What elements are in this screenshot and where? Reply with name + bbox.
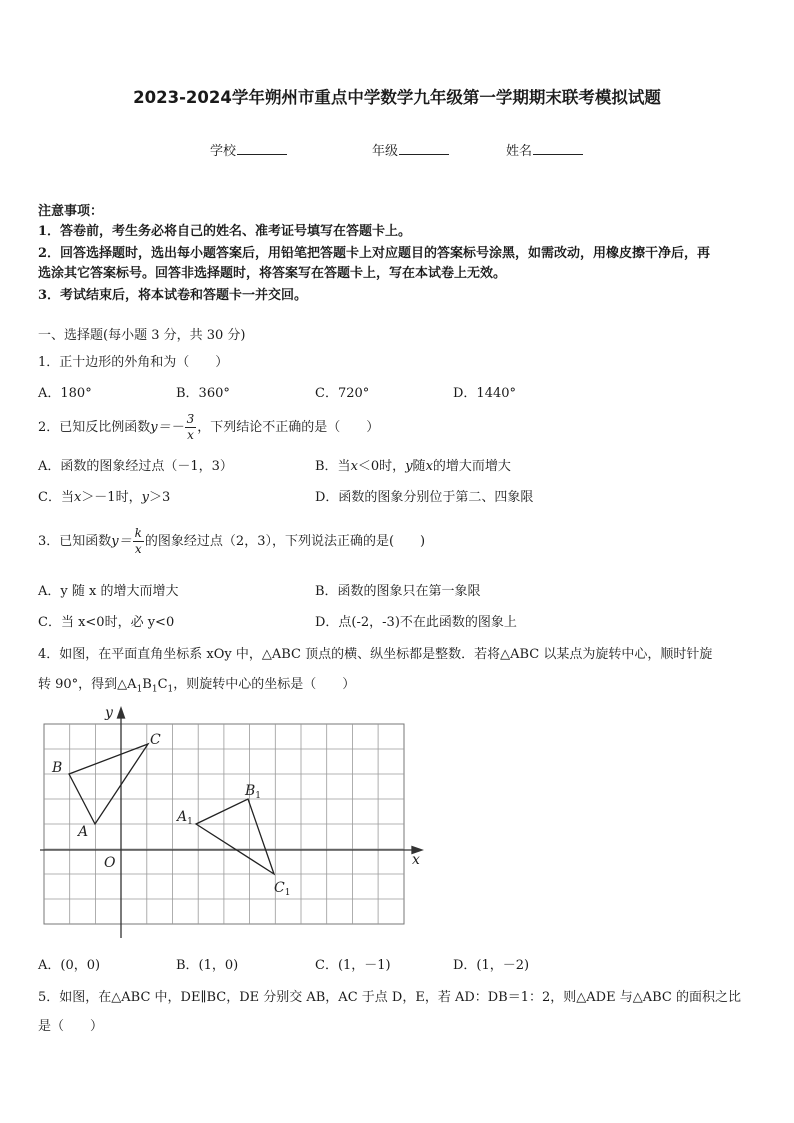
page-title: 2023-2024学年朔州市重点中学数学九年级第一学期期末联考模拟试题 bbox=[133, 88, 661, 107]
vertex-c-label: C bbox=[150, 732, 161, 748]
triangle-abc-shape bbox=[69, 744, 148, 824]
notes-heading: 注意事项： bbox=[38, 204, 104, 219]
axes bbox=[40, 708, 422, 938]
subscript: 1 bbox=[136, 684, 143, 695]
grade-label: 年级 bbox=[372, 144, 399, 159]
vertex-b1-letter: B bbox=[245, 783, 256, 799]
option-a: A．y 随 x 的增大而增大 bbox=[38, 584, 179, 599]
option-text: ＞3 bbox=[148, 490, 171, 505]
stem-text: B bbox=[142, 677, 152, 692]
question-stem-line2: 是（ ） bbox=[38, 1019, 104, 1034]
stem-text: C bbox=[157, 677, 168, 692]
question-stem: 4．如图，在平面直角坐标系 xOy 中，△ABC 顶点的横、纵坐标都是整数．若将△ABC 以某点为旋转中心，顺时针旋 bbox=[38, 647, 713, 662]
option-c: C．(1，－1) bbox=[315, 958, 391, 973]
question-stem-line2 bbox=[38, 677, 355, 698]
name-blank bbox=[533, 142, 583, 155]
vertex-a-label: A bbox=[78, 824, 89, 840]
fraction-denominator: x bbox=[134, 542, 142, 556]
note-item: 2．回答选择题时，选出每小题答案后，用铅笔把答题卡上对应题目的答案标号涂黑，如需改动，用橡皮擦干净后，再 bbox=[38, 246, 711, 261]
stem-text: 2．已知反比例函数 bbox=[38, 420, 151, 435]
math-var: x bbox=[425, 459, 433, 474]
option-d: D．1440° bbox=[453, 386, 517, 401]
option-b: B．(1，0) bbox=[176, 958, 239, 973]
grade-blank bbox=[399, 142, 449, 155]
option-d: D．(1，－2) bbox=[453, 958, 530, 973]
vertex-c1-label bbox=[274, 880, 290, 898]
option-c bbox=[38, 490, 170, 506]
option-text: ＜0时， bbox=[357, 459, 406, 474]
fraction bbox=[133, 526, 144, 557]
school-blank bbox=[237, 142, 287, 155]
fraction bbox=[185, 412, 197, 443]
y-axis-label: y bbox=[105, 705, 113, 721]
math-var: y bbox=[405, 459, 413, 474]
option-a: A．函数的图象经过点（－1，3） bbox=[38, 459, 233, 474]
vertex-b-label: B bbox=[52, 760, 63, 776]
option-d: D．点(-2，-3)不在此函数的图象上 bbox=[315, 615, 517, 630]
math-var: y bbox=[141, 490, 149, 505]
grid-lines bbox=[44, 724, 404, 924]
school-label: 学校 bbox=[210, 144, 237, 159]
origin-label: O bbox=[104, 855, 116, 871]
vertex-a1-letter: A bbox=[177, 809, 188, 825]
section-heading: 一、选择题(每小题 3 分，共 30 分) bbox=[38, 328, 246, 343]
note-item: 1．答卷前，考生务必将自己的姓名、准考证号填写在答题卡上。 bbox=[38, 224, 412, 239]
x-axis-label: x bbox=[412, 852, 420, 868]
subscript: 1 bbox=[151, 684, 158, 695]
note-item: 3．考试结束后，将本试卷和答题卡一并交回。 bbox=[38, 288, 308, 303]
option-text: ＞－1时， bbox=[81, 490, 142, 505]
fraction-numerator: k bbox=[134, 526, 142, 540]
triangle-abc bbox=[69, 744, 148, 824]
vertex-c1-subscript: 1 bbox=[284, 888, 291, 898]
school-field bbox=[210, 142, 287, 160]
option-a: A．(0，0) bbox=[38, 958, 101, 973]
stem-text: ，下列结论不正确的是（ ） bbox=[197, 420, 380, 435]
triangle-a1b1c1-shape bbox=[196, 799, 274, 874]
fraction-denominator: x bbox=[187, 428, 194, 442]
option-b bbox=[315, 459, 511, 475]
option-c: C．当 x<0时，必 y<0 bbox=[38, 615, 175, 630]
stem-text: ，则旋转中心的坐标是（ ） bbox=[173, 677, 356, 692]
fraction-numerator: 3 bbox=[186, 412, 195, 426]
vertex-b1-subscript: 1 bbox=[255, 791, 262, 801]
question-stem bbox=[38, 412, 379, 443]
coordinate-grid-figure bbox=[38, 700, 428, 942]
vertex-a1-subscript: 1 bbox=[187, 817, 193, 827]
grade-field bbox=[372, 142, 449, 160]
math-expr: y＝ bbox=[111, 534, 132, 549]
option-text: B．当 bbox=[315, 459, 351, 474]
math-expr: y＝－ bbox=[150, 420, 184, 435]
vertex-b1-label bbox=[244, 783, 261, 801]
name-field bbox=[506, 142, 583, 160]
option-b: B．360° bbox=[176, 386, 230, 401]
stem-text: 转 90°，得到△A bbox=[38, 677, 137, 692]
note-item: 选涂其它答案标号。回答非选择题时，将答案写在答题卡上，写在本试卷上无效。 bbox=[38, 266, 507, 281]
math-var: x bbox=[73, 490, 82, 505]
option-a: A．180° bbox=[38, 386, 92, 401]
y-axis-arrow-icon bbox=[118, 708, 125, 718]
subscript: 1 bbox=[167, 684, 174, 695]
option-text: C．当 bbox=[38, 490, 74, 505]
option-b: B．函数的图象只在第一象限 bbox=[315, 584, 481, 599]
question-stem: 1．正十边形的外角和为（ ） bbox=[38, 355, 229, 370]
vertex-c1-letter: C bbox=[274, 880, 285, 896]
option-d: D．函数的图象分别位于第二、四象限 bbox=[315, 490, 534, 505]
stem-text: 的图象经过点（2，3），下列说法正确的是( ) bbox=[144, 534, 426, 549]
option-text: 的增大而增大 bbox=[432, 459, 511, 474]
stem-text: 3．已知函数 bbox=[38, 534, 112, 549]
option-c: C．720° bbox=[315, 386, 370, 401]
option-text: 随 bbox=[412, 459, 426, 474]
question-stem: 5．如图，在△ABC 中，DE∥BC，DE 分别交 AB，AC 于点 D，E，若 AD：DB＝1：2，则△ADE 与△ABC 的面积之比 bbox=[38, 990, 741, 1005]
triangle-a1b1c1 bbox=[196, 799, 274, 874]
name-label: 姓名 bbox=[506, 144, 533, 159]
question-stem bbox=[38, 526, 425, 557]
math-var: x bbox=[350, 459, 358, 474]
vertex-a1-label bbox=[175, 809, 193, 827]
